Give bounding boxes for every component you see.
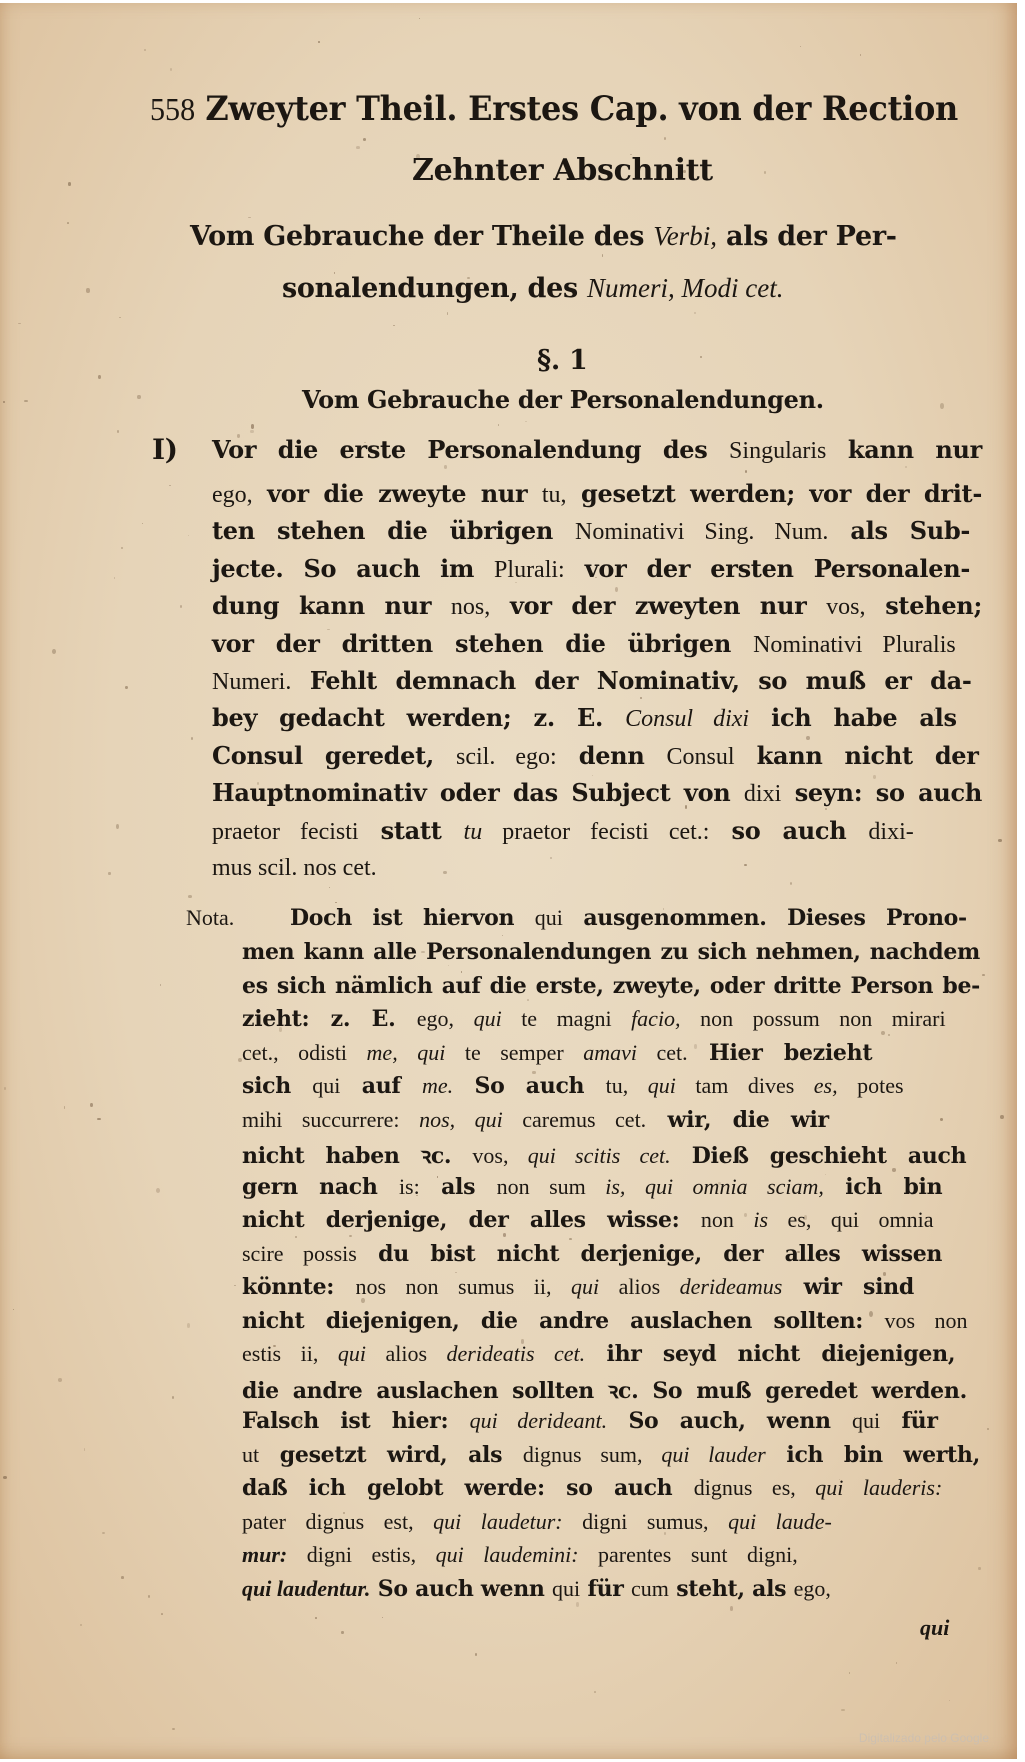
subtitle-run: sonalendungen, des xyxy=(282,273,587,304)
text-run: dixi xyxy=(743,781,782,808)
text-run: alios xyxy=(365,1341,447,1366)
text-line xyxy=(242,1006,946,1032)
text-line xyxy=(212,629,956,659)
text-run: gesetzt wird, als xyxy=(259,1441,523,1468)
text-run: estis ii, xyxy=(242,1341,338,1366)
text-run: facio, xyxy=(631,1006,681,1031)
text-run: als xyxy=(419,1173,497,1200)
scan-watermark: Digitalizado pelo Google xyxy=(858,1731,989,1745)
text-run: vor der dritten stehen die übrigen xyxy=(212,628,754,658)
subtitle-run: als der Per- xyxy=(716,221,897,252)
text-run: me, xyxy=(366,1039,398,1065)
text-run: qui xyxy=(570,1274,600,1299)
text-line xyxy=(212,816,914,846)
text-run: bey gedacht werden; z. E. xyxy=(212,703,626,733)
text-run: vor die zweyte nur xyxy=(252,479,542,508)
text-run: ihr seyd nicht diejenigen, xyxy=(585,1341,956,1367)
text-line xyxy=(242,1140,966,1170)
text-line xyxy=(242,1174,942,1200)
text-run: qui xyxy=(551,1575,581,1601)
text-line xyxy=(242,1375,967,1405)
text-run: qui laudentur. xyxy=(242,1575,371,1601)
text-run: Nominativi Pluralis xyxy=(753,631,956,658)
text-run: Consul xyxy=(666,743,735,770)
text-run: is: xyxy=(398,1173,420,1199)
text-run: non possum non mirari xyxy=(680,1006,946,1031)
item-marker: I) xyxy=(152,433,178,466)
text-run: mus scil. nos cet. xyxy=(212,855,377,881)
text-run: parentes sunt digni, xyxy=(578,1542,798,1567)
text-run: me. xyxy=(421,1073,454,1098)
text-run: praetor fecisti xyxy=(212,818,359,845)
text-run xyxy=(455,1107,475,1132)
text-run: dignus sum, xyxy=(522,1441,662,1467)
text-run: qui laude- xyxy=(728,1508,832,1534)
text-run: qui xyxy=(534,905,563,930)
text-run: Consul dixi xyxy=(625,706,750,733)
text-run: auf xyxy=(340,1073,422,1099)
text-run: nos, xyxy=(450,594,491,621)
text-run: qui xyxy=(852,1408,881,1433)
text-run: scire possis xyxy=(242,1240,357,1266)
text-run: gern nach xyxy=(242,1173,399,1200)
text-run: Plurali: xyxy=(494,556,565,583)
section-title: Zehnter Abschnitt xyxy=(412,153,713,188)
text-run: mur: xyxy=(242,1542,288,1567)
text-run: statt xyxy=(358,815,464,845)
text-line xyxy=(242,1107,829,1133)
running-title xyxy=(205,89,958,129)
text-run: amavi xyxy=(583,1039,637,1065)
text-line xyxy=(242,1073,904,1099)
book-page xyxy=(0,3,1017,1759)
text-line xyxy=(242,1040,872,1066)
text-run: mihi succurrere: xyxy=(242,1106,420,1132)
text-run: qui xyxy=(337,1341,366,1366)
running-header xyxy=(150,89,958,129)
text-run: qui lauderis: xyxy=(815,1475,943,1500)
text-run: dung kann nur xyxy=(212,591,451,621)
text-run: te magni xyxy=(501,1006,632,1031)
text-run: ich bin werth, xyxy=(765,1441,980,1468)
text-line xyxy=(212,778,982,808)
text-run: ego, xyxy=(793,1575,831,1601)
text-line xyxy=(242,1509,832,1535)
text-run: qui xyxy=(312,1073,341,1098)
text-run: So auch wenn xyxy=(370,1575,552,1602)
text-line xyxy=(242,973,980,999)
text-run: tu xyxy=(463,818,483,845)
text-line xyxy=(242,1308,968,1334)
text-run: Consul geredet, xyxy=(212,740,457,770)
subtitle-run: Verbi, xyxy=(653,221,717,251)
text-run: Hauptnominativ oder das Subject von xyxy=(212,778,744,808)
text-run: ten stehen die übrigen xyxy=(212,516,576,546)
text-run: tu, xyxy=(541,482,567,508)
text-run: digni estis, xyxy=(287,1542,436,1567)
text-run: zieht: z. E. xyxy=(242,1006,417,1032)
text-line xyxy=(242,1341,955,1367)
text-run: Falsch ist hier: xyxy=(242,1408,470,1434)
text-run: so auch xyxy=(709,815,869,845)
text-run: cum xyxy=(630,1575,669,1601)
subtitle-run: Numeri, Modi cet. xyxy=(587,273,784,303)
text-line xyxy=(242,1241,942,1267)
subtitle-run: Vom Gebrauche der Theile des xyxy=(190,221,654,252)
text-run: te semper xyxy=(445,1039,584,1065)
text-line xyxy=(242,1475,942,1501)
text-run: caremus cet. xyxy=(502,1106,647,1132)
text-run: qui xyxy=(474,1106,503,1132)
text-run: cet., odisti xyxy=(242,1039,367,1065)
text-line xyxy=(290,905,967,931)
catchword: qui xyxy=(920,1615,950,1640)
text-line xyxy=(242,1408,938,1434)
text-run: qui xyxy=(417,1039,446,1065)
text-run: nicht haben ꝛc. xyxy=(242,1143,473,1169)
text-run: vos non xyxy=(884,1307,968,1333)
text-run: wir, die wir xyxy=(646,1106,829,1133)
text-run: nicht diejenigen, die andre auslachen sollten: xyxy=(242,1307,885,1334)
text-run: nos, xyxy=(419,1106,456,1132)
text-run xyxy=(398,1040,418,1065)
text-run: So auch, wenn xyxy=(607,1408,853,1434)
text-run: für xyxy=(880,1408,938,1434)
text-run: tam dives xyxy=(675,1073,814,1098)
text-run: qui laudemini: xyxy=(435,1542,579,1567)
text-run: qui scitis cet. xyxy=(527,1143,671,1168)
text-run: is, xyxy=(605,1173,626,1199)
text-line xyxy=(242,1274,914,1300)
text-run: ich bin xyxy=(823,1173,943,1200)
text-run: wir sind xyxy=(782,1274,914,1300)
text-run: vor der zweyten nur xyxy=(490,591,827,621)
text-line xyxy=(242,1542,798,1568)
text-run: daß ich gelobt werde: so auch xyxy=(242,1475,694,1501)
text-run: steht, als xyxy=(668,1575,794,1602)
text-run: ego, xyxy=(416,1006,474,1031)
text-run: denn xyxy=(556,740,667,770)
text-run: Doch ist hiervon xyxy=(290,905,535,931)
text-run: qui lauder xyxy=(661,1441,766,1467)
text-run: Nominativi Sing. Num. xyxy=(575,519,829,546)
text-run: jecte. So auch im xyxy=(212,553,495,583)
text-run: Vor die erste Personalendung des xyxy=(212,435,730,464)
text-run: du bist nicht derjenige, der alles wissen xyxy=(356,1240,943,1267)
text-run: qui omnia sciam, xyxy=(644,1173,824,1199)
text-run: derideatis cet. xyxy=(446,1341,586,1366)
text-run: nicht derjenige, der alles wisse: xyxy=(242,1207,701,1233)
text-line xyxy=(242,1442,980,1468)
text-run: vor der ersten Personalen- xyxy=(564,553,971,583)
text-run: dignus es, xyxy=(693,1475,816,1500)
text-line xyxy=(242,1207,933,1233)
text-run: qui xyxy=(647,1073,676,1098)
running-title-run: Zweyter Theil. Erstes Cap. von der Rection xyxy=(205,89,958,129)
text-run: nos non sumus ii, xyxy=(355,1274,571,1299)
text-run: alios xyxy=(599,1274,680,1299)
page-text xyxy=(0,3,1017,1759)
text-run: ut xyxy=(242,1441,260,1467)
nota-label: Nota. xyxy=(186,905,235,930)
text-run: kann nur xyxy=(826,435,983,464)
text-line xyxy=(212,479,982,509)
text-run: tu, xyxy=(605,1073,648,1098)
text-run: digni sumus, xyxy=(562,1508,729,1534)
text-run: potes xyxy=(837,1073,904,1098)
text-run: non sum xyxy=(496,1173,606,1199)
text-run: es, xyxy=(813,1073,838,1098)
text-run xyxy=(625,1174,645,1199)
text-run: vos, xyxy=(826,594,866,621)
text-run: seyn: so auch xyxy=(781,778,982,808)
text-run: praetor fecisti cet.: xyxy=(482,818,710,845)
text-run: Numeri. xyxy=(212,669,292,695)
text-line xyxy=(212,741,979,771)
page-number: 558 xyxy=(150,91,196,127)
text-run: stehen; xyxy=(865,591,983,621)
paragraph-mark: §. 1 xyxy=(537,345,588,376)
text-run: non xyxy=(700,1207,754,1232)
text-run: vos, xyxy=(472,1143,528,1168)
text-run: qui laudetur: xyxy=(433,1508,563,1534)
text-run: Fehlt demnach der Nominativ, so muß er da- xyxy=(291,666,972,695)
text-line xyxy=(212,666,972,696)
text-line xyxy=(212,435,982,465)
text-run: die andre auslachen sollten ꝛc. So muß geredet werden. xyxy=(242,1377,967,1404)
text-run: als Sub- xyxy=(828,516,971,546)
subtitle-line xyxy=(282,273,783,304)
paragraph-title: Vom Gebrauche der Personalendungen. xyxy=(302,385,824,414)
text-line xyxy=(242,939,980,965)
text-run: kann nicht der xyxy=(734,740,979,770)
text-run: Dieß geschieht auch xyxy=(670,1143,967,1169)
text-run: scil. ego: xyxy=(456,743,557,770)
text-run: gesetzt werden; vor der drit- xyxy=(566,479,983,508)
text-run: es, qui omnia xyxy=(768,1207,934,1232)
text-run: Hier bezieht xyxy=(687,1039,873,1066)
text-run: Singularis xyxy=(729,438,827,464)
text-line xyxy=(212,591,982,621)
text-line xyxy=(212,516,970,546)
text-run: men kann alle Personalendungen zu sich nehmen, nachdem xyxy=(242,939,980,965)
text-run: könnte: xyxy=(242,1274,356,1300)
text-run: qui xyxy=(473,1006,502,1031)
text-run: ego, xyxy=(212,482,253,508)
text-run: dixi- xyxy=(868,818,914,845)
text-run: cet. xyxy=(637,1039,688,1065)
text-line xyxy=(242,1576,831,1602)
text-run: is xyxy=(753,1207,769,1232)
text-run: derideamus xyxy=(679,1274,783,1299)
text-line xyxy=(212,853,377,882)
text-line xyxy=(212,554,970,584)
text-run: für xyxy=(580,1575,631,1602)
text-run: ausgenommen. Dieses Prono- xyxy=(562,905,967,931)
subtitle-line xyxy=(190,221,897,252)
text-run: pater dignus est, xyxy=(242,1508,434,1534)
text-run: sich xyxy=(242,1073,313,1099)
text-run: qui derideant. xyxy=(469,1408,608,1433)
text-run: es sich nämlich auf die erste, zweyte, oder dritte Person be- xyxy=(242,972,980,999)
text-line xyxy=(212,703,957,733)
text-run: So auch xyxy=(453,1073,606,1099)
text-run: ich habe als xyxy=(749,703,957,733)
